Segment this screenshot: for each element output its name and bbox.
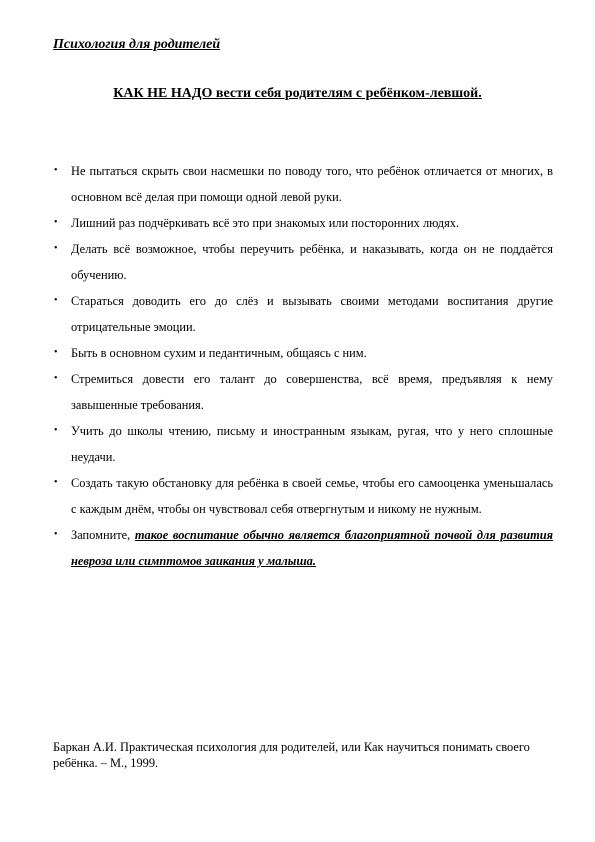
bullet-icon: • — [54, 373, 58, 384]
conclusion-emphasis: такое воспитание обычно является благоприятной почвой для развития невроза или симптомов заикания у малыша. — [71, 528, 553, 568]
conclusion-lead: Запомните, — [71, 528, 135, 542]
list-item — [53, 470, 553, 522]
bullet-icon: • — [54, 295, 58, 306]
list-item-text: Создать такую обстановку для ребёнка в своей семье, чтобы его самооценка уменьшалась с каждым днём, чтобы он чувствовал себя отвергнутым и никому не нужным. — [71, 476, 553, 516]
list-item-conclusion — [53, 522, 553, 574]
list-item — [53, 288, 553, 340]
list-item — [53, 236, 553, 288]
bullet-list — [53, 158, 553, 574]
list-item-text: Делать всё возможное, чтобы переучить ребёнка, и наказывать, когда он не поддаётся обучению. — [71, 242, 553, 282]
list-item-text: Быть в основном сухим и педантичным, общаясь с ним. — [71, 346, 367, 360]
bullet-icon: • — [54, 165, 58, 176]
list-item — [53, 158, 553, 210]
bullet-icon: • — [54, 529, 58, 540]
bullet-icon: • — [54, 243, 58, 254]
bullet-icon: • — [54, 477, 58, 488]
bibliographic-reference: Баркан А.И. Практическая психология для родителей, или Как научиться понимать своего ребёнка. – М., 1999. — [53, 740, 530, 770]
list-item-text: Учить до школы чтению, письму и иностранным языкам, ругая, что у него сплошные неудачи. — [71, 424, 553, 464]
list-item-text: Стараться доводить его до слёз и вызывать своими методами воспитания другие отрицательные эмоции. — [71, 294, 553, 334]
list-item — [53, 418, 553, 470]
list-item-text: Стремиться довести его талант до совершенства, всё время, предъявляя к нему завышенные требования. — [71, 372, 553, 412]
section-header: Психология для родителей — [53, 37, 221, 52]
bullet-icon: • — [54, 425, 58, 436]
list-item-text: Лишний раз подчёркивать всё это при знакомых или посторонних людях. — [71, 216, 460, 230]
list-item — [53, 340, 553, 366]
list-item-text: Не пытаться скрыть свои насмешки по поводу того, что ребёнок отличается от многих, в основном всё делая при помощи одной левой руки. — [71, 164, 553, 204]
bullet-icon: • — [54, 217, 58, 228]
list-item — [53, 210, 553, 236]
bullet-icon: • — [54, 347, 58, 358]
list-item — [53, 366, 553, 418]
document-title: КАК НЕ НАДО вести себя родителям с ребёнком-левшой. — [113, 86, 482, 101]
